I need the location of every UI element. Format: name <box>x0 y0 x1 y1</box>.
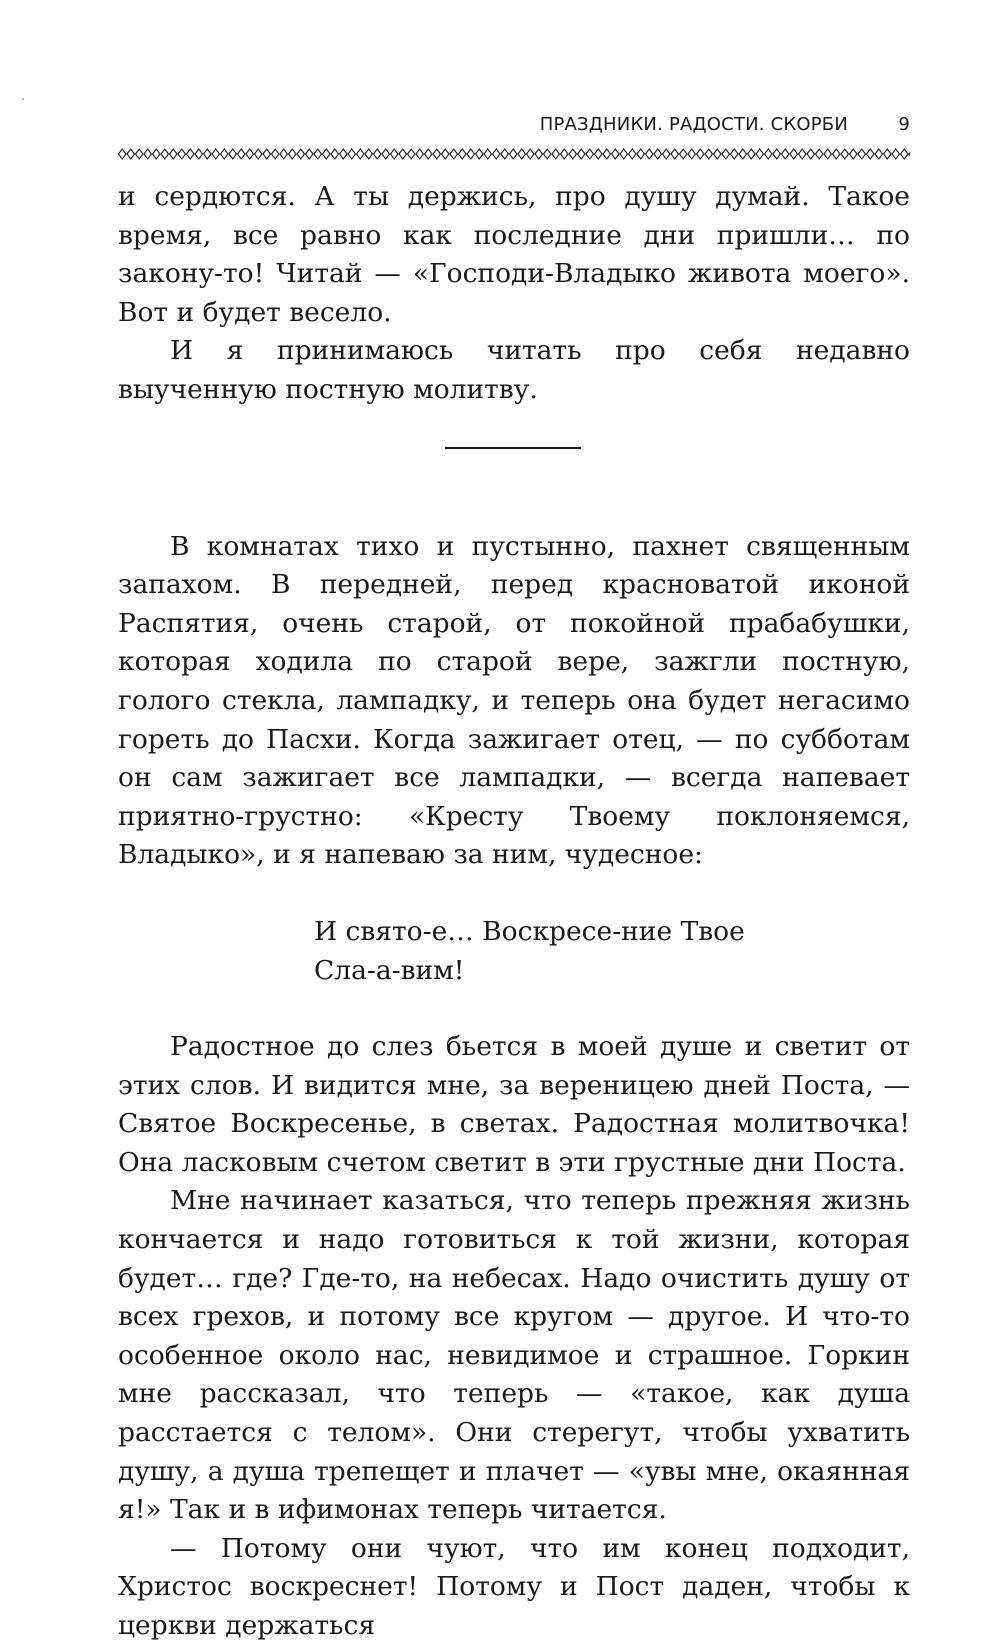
running-head <box>118 114 910 140</box>
paragraph: и сердются. А ты держись, про душу думай. Такое время, все равно как последние дни пришли… по закону-то! Читай — «Господи-Владыко живота моего». Вот и будет весело. <box>118 181 910 328</box>
verse-line: Сла-а-вим! <box>314 954 465 986</box>
ornamental-rule <box>118 147 910 161</box>
section-break <box>118 410 910 528</box>
paragraph: И я принимаюсь читать про себя недавно выученную постную молитву. <box>118 335 910 405</box>
page-number: 9 <box>898 114 910 135</box>
paragraph: В комнатах тихо и пустынно, пахнет священным запахом. В передней, перед красноватой иконой Распятия, очень старой, от покойной прабабушки, которая ходила по старой вере, зажгли постную, голого стекла, лампадку, и теперь она будет негасимо гореть до Пасхи. Когда зажигает отец, — по субботам он сам зажигает все лампадки, — всегда напевает приятно-грустно: «Кресту Твоему поклоняемся, Владыко», и я напеваю за ним, чудесное: <box>118 530 910 871</box>
paragraph: — Потому они чуют, что им конец подходит, Христос воскреснет! Потому и Пост даден, чтобы к церкви держаться <box>118 1532 910 1641</box>
section-separator-line <box>445 447 581 449</box>
verse-block <box>314 913 910 990</box>
verse-line: И свято-е… Воскресе-ние Твое <box>314 915 745 947</box>
paragraph: Радостное до слез бьется в моей душе и светит от этих слов. И видится мне, за вереницею дней Поста, — Святое Воскресенье, в светах. Радостная молитвочка! Она ласковым счетом светит в эти грустные дни Поста. <box>118 1031 910 1178</box>
paragraph: Мне начинает казаться, что теперь прежняя жизнь кончается и надо готовиться к той жизни, которая будет… где? Где-то, на небесах. Надо очистить душу от всех грехов, и потому все кругом — другое. И что-то особенное около нас, невидимое и страшное. Горкин мне рассказал, что теперь — «такое, как душа расстается с телом». Они стерегут, чтобы ухватить душу, а душа трепещет и плачет — «увы мне, окаянная я!» Так и в ифимонах теперь читается. <box>118 1185 910 1526</box>
body-text <box>118 178 910 1646</box>
scan-speck <box>22 98 24 100</box>
running-head-title: ПРАЗДНИКИ. РАДОСТИ. СКОРБИ <box>539 114 848 135</box>
